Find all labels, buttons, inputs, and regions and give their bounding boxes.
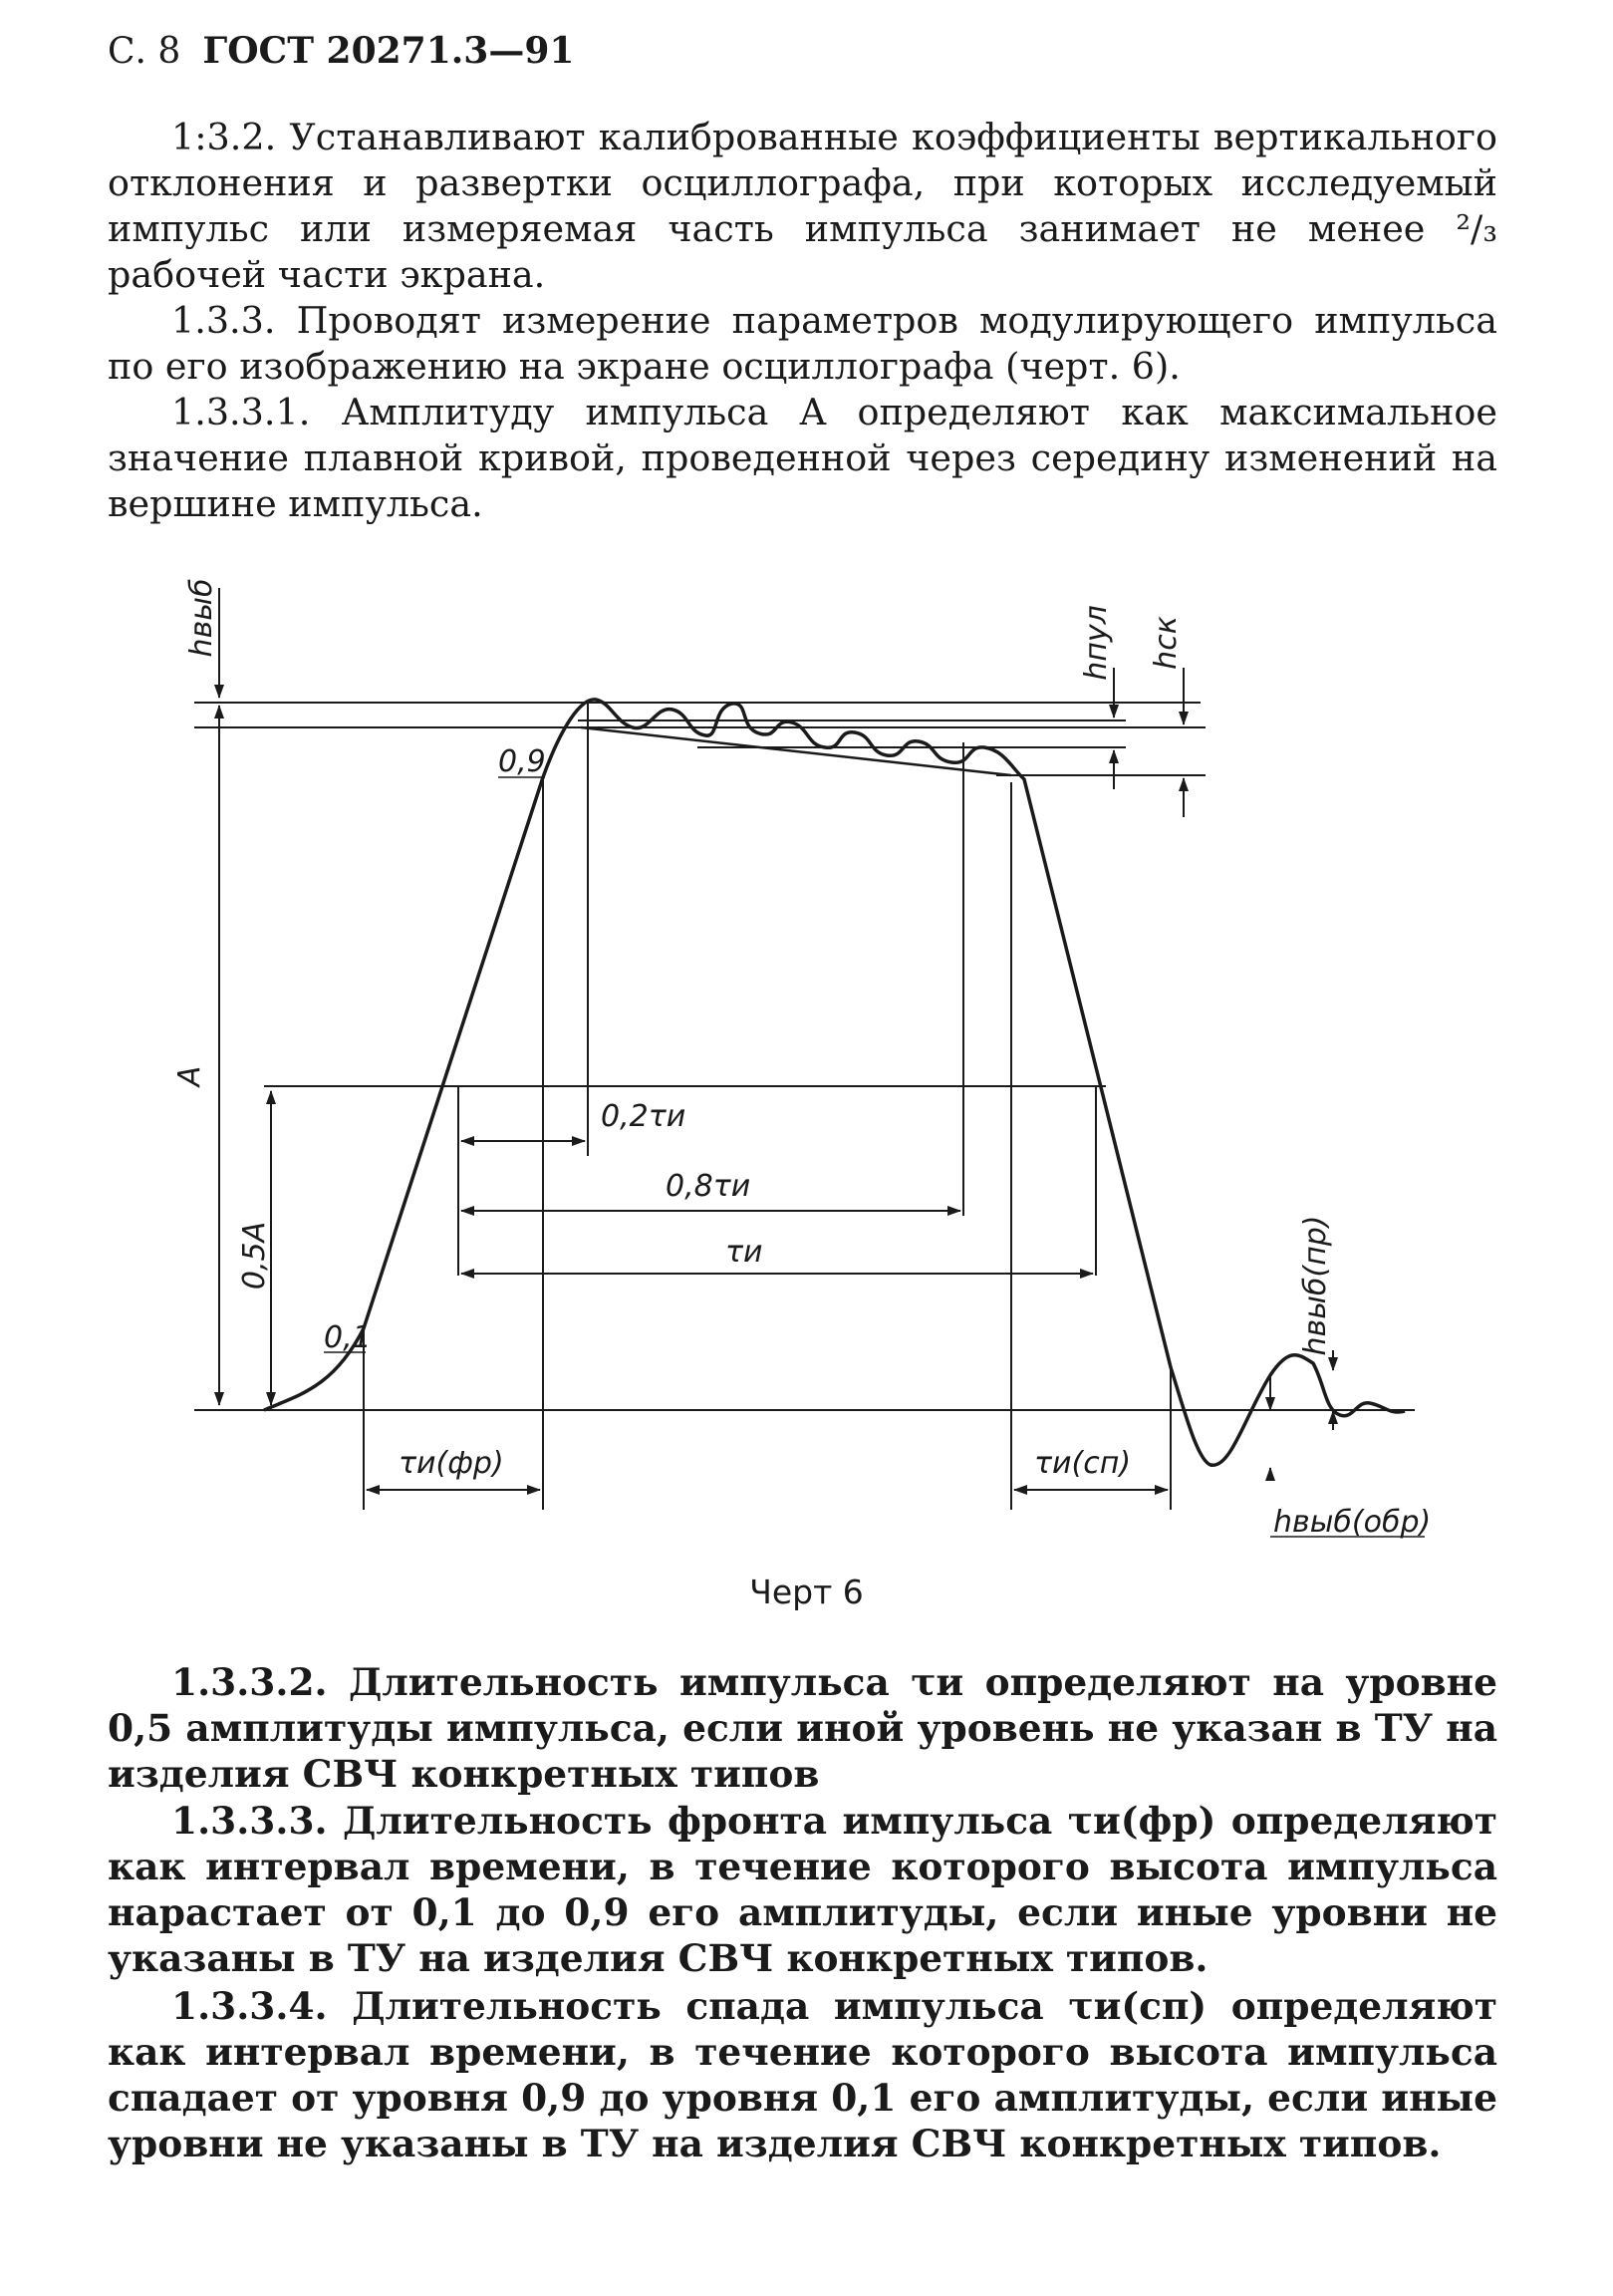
label-level-09: 0,9 — [498, 744, 546, 779]
page-header — [108, 30, 574, 72]
label-h-pul: hпул — [1079, 605, 1114, 681]
paragraph-1-3-3-3: 1.3.3.3. Длительность фронта импульса τи(фр) определяют как интервал времени, в течение которого высота импульса нарастает от 0,1 до 0,9 его амплитуды, если иные уровни не указаны в ТУ на изделия СВЧ конкретных типов. — [108, 1799, 1497, 1980]
paragraph-1-3-3-2: 1.3.3.2. Длительность импульса τи определяют на уровне 0,5 амплитуды импульса, если иной уровень не указан в ТУ на изделия СВЧ конкретных типов — [108, 1660, 1497, 1796]
paragraph-1-3-2: 1:3.2. Устанавливают калиброванные коэффициенты вертикального отклонения и развертки осциллографа, при которых исследуемый импульс или измеряемая часть импульса занимает не менее ²/₃ рабочей части экрана. — [108, 116, 1497, 296]
label-t-sp: τи(сп) — [1034, 1446, 1132, 1481]
paragraph-1-3-3: 1.3.3. Проводят измерение параметров модулирующего импульса по его изображению на экране осциллографа (черт. 6). — [108, 299, 1497, 388]
label-h-vyb: hвыб — [184, 578, 219, 658]
label-half-amplitude: 0,5A — [237, 1221, 272, 1291]
paragraph-1-3-3-1: 1.3.3.1. Амплитуду импульса A определяют как максимальное значение плавной кривой, проведенной через середину изменений на вершине импульса. — [108, 391, 1497, 525]
pulse-diagram — [0, 558, 1613, 1565]
label-h-vyb-obr: hвыб(обр) — [1273, 1505, 1432, 1540]
label-tau: τи — [725, 1235, 763, 1270]
figure-caption: Черт 6 — [749, 1573, 864, 1611]
paragraph-1-3-3-4: 1.3.3.4. Длительность спада импульса τи(сп) определяют как интервал времени, в течение которого высота импульса спадает от уровня 0,9 до уровня 0,1 его амплитуды, если иные уровни не указаны в ТУ на изделия СВЧ конкретных типов. — [108, 1984, 1497, 2165]
label-amplitude: A — [172, 1065, 207, 1087]
label-t08: 0,8τи — [666, 1169, 751, 1204]
standard-number: ГОСТ 20271.3—91 — [202, 30, 575, 72]
page-number: С. 8 — [108, 31, 181, 72]
label-h-vyb-pr: hвыб(пр) — [1298, 1215, 1333, 1356]
label-level-01: 0,1 — [324, 1320, 372, 1355]
label-t02: 0,2τи — [601, 1099, 686, 1134]
label-t-fr: τи(фр) — [399, 1446, 504, 1481]
pulse-waveform — [264, 700, 1405, 1465]
label-h-sk: hск — [1149, 616, 1184, 670]
